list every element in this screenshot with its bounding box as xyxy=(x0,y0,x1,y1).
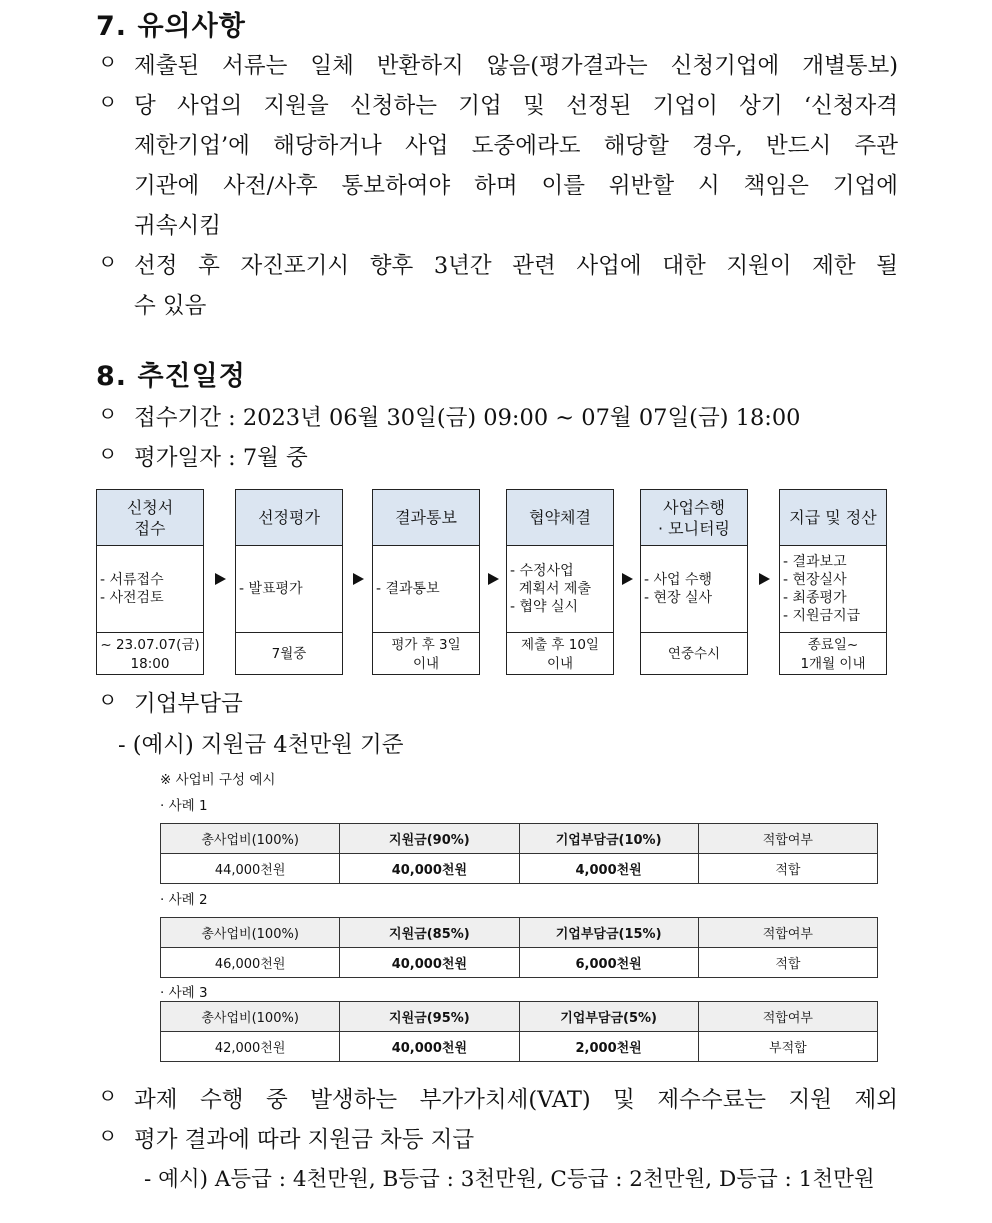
flow-step-head xyxy=(507,490,613,546)
flow-step-head-line: 선정평가 xyxy=(258,508,320,527)
flow-step xyxy=(506,489,614,675)
flow-step-foot xyxy=(373,633,479,676)
case-3-label: · 사례 3 xyxy=(160,985,208,1001)
flow-step-body-line: - 사업 수행 xyxy=(644,572,713,588)
flow-step-head-line: 협약체결 xyxy=(529,508,591,527)
header-total: 총사업비(100%) xyxy=(161,918,340,948)
flow-step-body-line: - 결과통보 xyxy=(376,581,440,597)
flow-arrow-icon xyxy=(353,573,364,585)
reception-text: 접수기간 : 2023년 06월 30일(금) 09:00 ~ 07월 07일(금) 18:00 xyxy=(134,405,801,431)
reception-period xyxy=(98,398,858,438)
cell-burden: 4,000천원 xyxy=(519,854,698,884)
bullet-mark: ㅇ xyxy=(98,1084,118,1108)
case-1-label: · 사례 1 xyxy=(160,798,208,814)
flow-step-body-line: - 발표평가 xyxy=(239,581,303,597)
flow-arrow-icon xyxy=(488,573,499,585)
bullet-mark: ㅇ xyxy=(98,50,118,74)
section-8-title: 8. 추진일정 xyxy=(96,361,246,392)
cell-total: 42,000천원 xyxy=(161,1032,340,1062)
cell-fit: 부적합 xyxy=(698,1032,877,1062)
flow-step-head xyxy=(97,490,203,546)
case-1-table xyxy=(160,823,878,884)
flow-step-head-line: 결과통보 xyxy=(395,508,457,527)
flow-step xyxy=(235,489,343,675)
flow-step xyxy=(96,489,204,675)
flow-step-body xyxy=(97,546,203,633)
flow-step-body xyxy=(507,546,613,633)
header-total: 총사업비(100%) xyxy=(161,824,340,854)
flow-step-foot xyxy=(97,633,203,676)
notice-item-2 xyxy=(98,86,898,246)
flow-step-body-line: - 최종평가 xyxy=(783,590,847,606)
flow-arrow-icon xyxy=(759,573,770,585)
cell-total: 46,000천원 xyxy=(161,948,340,978)
case-2-table xyxy=(160,917,878,978)
flow-step-head-line: · 모니터링 xyxy=(658,518,730,538)
case-3-table xyxy=(160,1001,878,1062)
notice-line: 선정 후 자진포기시 향후 3년간 관련 사업에 대한 지원이 제한 될 xyxy=(134,253,898,279)
flow-step-foot-line: ~ 23.07.07(금) xyxy=(100,636,200,653)
grade-example: - 예시) A등급 : 4천만원, B등급 : 3천만원, C등급 : 2천만원, D등급 : 1천만원 xyxy=(144,1167,875,1192)
flow-step-foot-line: 종료일~ xyxy=(807,636,859,653)
cell-fit: 적합 xyxy=(698,854,877,884)
flow-step-body-line: - 현장실사 xyxy=(783,572,847,588)
flow-step-body xyxy=(236,546,342,633)
grade-text: 평가 결과에 따라 지원금 차등 지급 xyxy=(134,1127,475,1153)
bullet-mark: ㅇ xyxy=(98,90,118,114)
flow-step-foot-line: 이내 xyxy=(546,655,574,672)
burden-example: - (예시) 지원금 4천만원 기준 xyxy=(118,732,404,758)
flow-step-foot-line: 이내 xyxy=(412,655,440,672)
flow-step-head-line: 신청서 xyxy=(126,497,174,517)
flow-step-head-line: 접수 xyxy=(134,518,166,538)
flow-step-body-line: - 협약 실시 xyxy=(510,599,579,615)
flow-step-body xyxy=(641,546,747,633)
notice-line: 기관에 사전/사후 통보하여야 하며 이를 위반할 시 책임은 기업에 xyxy=(134,173,898,199)
flow-step-foot xyxy=(780,633,886,676)
flow-step-body-line: - 수정사업 xyxy=(510,563,574,579)
section-7-title: 7. 유의사항 xyxy=(96,11,246,42)
cell-fit: 적합 xyxy=(698,948,877,978)
flow-step-body-line: - 현장 실사 xyxy=(644,590,713,606)
notice-line: 수 있음 xyxy=(134,293,207,319)
header-burden: 기업부담금(15%) xyxy=(519,918,698,948)
notice-line: 제출된 서류는 일체 반환하지 않음(평가결과는 신청기업에 개별통보) xyxy=(134,53,898,79)
flow-step-head-line: 사업수행 xyxy=(663,497,725,517)
evaluation-date xyxy=(98,438,498,478)
bullet-mark: ㅇ xyxy=(98,442,118,466)
flow-step-head xyxy=(373,490,479,546)
header-total: 총사업비(100%) xyxy=(161,1002,340,1032)
cell-burden: 2,000천원 xyxy=(519,1032,698,1062)
flow-step-foot-line: 연중수시 xyxy=(667,646,721,662)
cell-support: 40,000천원 xyxy=(340,948,519,978)
bullet-mark: ㅇ xyxy=(98,402,118,426)
header-burden: 기업부담금(5%) xyxy=(519,1002,698,1032)
header-support: 지원금(95%) xyxy=(340,1002,519,1032)
flow-step-head xyxy=(641,490,747,546)
flow-step-foot-line: 1개월 이내 xyxy=(800,655,866,672)
flow-step-body xyxy=(780,546,886,633)
flow-step-foot xyxy=(641,633,747,676)
flow-step-foot-line: 제출 후 10일 xyxy=(521,636,599,653)
flow-step-head xyxy=(236,490,342,546)
header-fit: 적합여부 xyxy=(698,824,877,854)
header-burden: 기업부담금(10%) xyxy=(519,824,698,854)
evaluation-text: 평가일자 : 7월 중 xyxy=(134,445,308,471)
flow-step-foot-line: 7월중 xyxy=(271,646,307,662)
flow-step xyxy=(779,489,887,675)
notice-item-3 xyxy=(98,246,898,326)
flow-step xyxy=(372,489,480,675)
notice-line: 당 사업의 지원을 신청하는 기업 및 선정된 기업이 상기 ‘신청자격 xyxy=(134,93,898,119)
header-support: 지원금(90%) xyxy=(340,824,519,854)
flow-step-body-line: - 지원금지급 xyxy=(783,608,861,624)
header-support: 지원금(85%) xyxy=(340,918,519,948)
vat-item xyxy=(98,1080,898,1120)
composition-note: ※ 사업비 구성 예시 xyxy=(160,772,276,788)
cell-support: 40,000천원 xyxy=(340,1032,519,1062)
flow-step-head-line: 지급 및 정산 xyxy=(789,508,877,527)
cell-total: 44,000천원 xyxy=(161,854,340,884)
flow-step-body xyxy=(373,546,479,633)
flow-step-body-line: - 사전검토 xyxy=(100,590,164,606)
grade-item xyxy=(98,1120,598,1160)
flow-step xyxy=(640,489,748,675)
flow-step-foot-line: 평가 후 3일 xyxy=(391,636,461,653)
bullet-mark: ㅇ xyxy=(98,1124,118,1148)
notice-line: 귀속시킴 xyxy=(134,213,221,239)
flow-arrow-icon xyxy=(622,573,633,585)
flow-step-body-line: 계획서 제출 xyxy=(510,581,591,597)
case-2-label: · 사례 2 xyxy=(160,892,208,908)
notice-item-1 xyxy=(98,46,898,86)
burden-item xyxy=(98,684,498,724)
flow-step-body-line: - 결과보고 xyxy=(783,554,847,570)
cell-burden: 6,000천원 xyxy=(519,948,698,978)
vat-text: 과제 수행 중 발생하는 부가가치세(VAT) 및 제수수료는 지원 제외 xyxy=(134,1087,898,1113)
flow-step-body-line: - 서류접수 xyxy=(100,572,164,588)
header-fit: 적합여부 xyxy=(698,918,877,948)
flow-step-head xyxy=(780,490,886,546)
flow-step-foot-line: 18:00 xyxy=(130,655,170,672)
notice-line: 제한기업’에 해당하거나 사업 도중에라도 해당할 경우, 반드시 주관 xyxy=(134,133,898,159)
bullet-mark: ㅇ xyxy=(98,688,118,712)
flow-step-foot xyxy=(236,633,342,676)
flow-step-foot xyxy=(507,633,613,676)
header-fit: 적합여부 xyxy=(698,1002,877,1032)
bullet-mark: ㅇ xyxy=(98,250,118,274)
cell-support: 40,000천원 xyxy=(340,854,519,884)
burden-title: 기업부담금 xyxy=(134,691,243,717)
flow-arrow-icon xyxy=(215,573,226,585)
